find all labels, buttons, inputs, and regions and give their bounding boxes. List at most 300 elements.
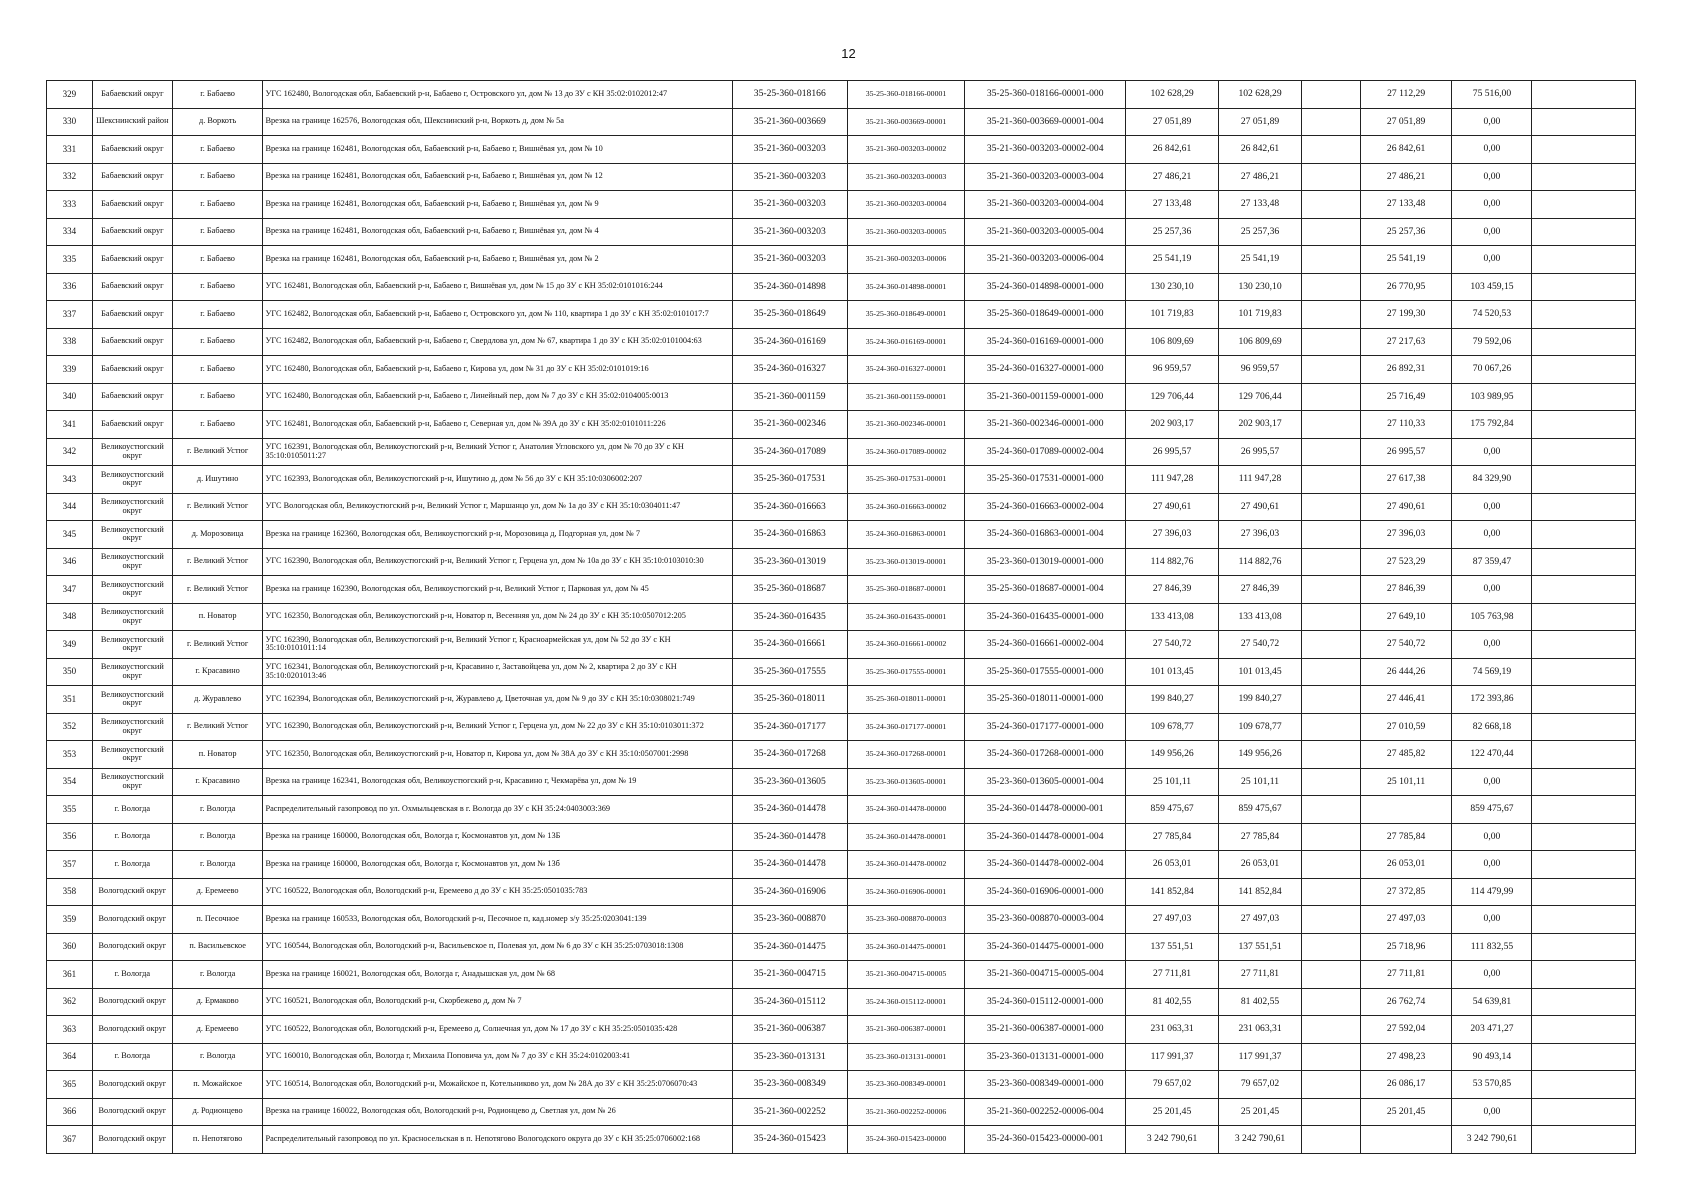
connection-cost-cell: 27 051,89	[1360, 108, 1452, 136]
connection-cost-cell: 25 718,96	[1360, 933, 1452, 961]
cost-cell: 27 396,03	[1218, 521, 1301, 549]
segment-code-cell: 35-21-360-002346-00001	[847, 411, 964, 439]
total-cost-cell: 106 809,69	[1126, 328, 1219, 356]
element-code-cell: 35-25-360-018649-00001-000	[965, 301, 1126, 329]
table-row	[47, 191, 1636, 219]
note-cell	[1532, 741, 1636, 769]
address-cell: УГС 162480, Вологодская обл, Бабаевский р-н, Бабаево г, Кирова ул, дом № 31 до ЗУ с КН 35:02:0101019:16	[263, 356, 732, 384]
table-row	[47, 1043, 1636, 1071]
cost-cell: 133 413,08	[1218, 603, 1301, 631]
district-cell: Бабаевский округ	[92, 328, 172, 356]
remaining-cost-cell: 74 569,19	[1452, 658, 1532, 686]
locality-cell: г. Великий Устюг	[172, 493, 263, 521]
segment-code-cell: 35-25-360-018011-00001	[847, 686, 964, 714]
element-code-cell: 35-24-360-014475-00001-000	[965, 933, 1126, 961]
total-cost-cell: 27 785,84	[1126, 823, 1219, 851]
remaining-cost-cell: 0,00	[1452, 218, 1532, 246]
segment-code-cell: 35-21-360-002252-00006	[847, 1098, 964, 1126]
object-code-cell: 35-23-360-013131	[732, 1043, 847, 1071]
element-code-cell: 35-21-360-003669-00001-004	[965, 108, 1126, 136]
object-code-cell: 35-24-360-017177	[732, 713, 847, 741]
remaining-cost-cell: 859 475,67	[1452, 796, 1532, 824]
row-number-cell: 334	[47, 218, 93, 246]
remaining-cost-cell: 74 520,53	[1452, 301, 1532, 329]
total-cost-cell: 27 490,61	[1126, 493, 1219, 521]
district-cell: Бабаевский округ	[92, 218, 172, 246]
segment-code-cell: 35-24-360-017177-00001	[847, 713, 964, 741]
table-row	[47, 576, 1636, 604]
table-row	[47, 823, 1636, 851]
row-number-cell: 355	[47, 796, 93, 824]
table-row	[47, 878, 1636, 906]
cost-cell: 25 257,36	[1218, 218, 1301, 246]
note-cell	[1532, 218, 1636, 246]
district-cell: Бабаевский округ	[92, 411, 172, 439]
remaining-cost-cell: 203 471,27	[1452, 1016, 1532, 1044]
table-row	[47, 108, 1636, 136]
address-cell: УГС 162481, Вологодская обл, Бабаевский р-н, Бабаево г, Северная ул, дом № 39А до ЗУ с КН 35:02:0101011:226	[263, 411, 732, 439]
segment-code-cell: 35-24-360-014478-00001	[847, 823, 964, 851]
remaining-cost-cell: 87 359,47	[1452, 548, 1532, 576]
empty-cell	[1302, 658, 1361, 686]
element-code-cell: 35-24-360-016661-00002-004	[965, 631, 1126, 659]
locality-cell: г. Великий Устюг	[172, 576, 263, 604]
remaining-cost-cell: 84 329,90	[1452, 466, 1532, 494]
connection-cost-cell: 26 444,26	[1360, 658, 1452, 686]
object-code-cell: 35-24-360-016327	[732, 356, 847, 384]
address-cell: Врезка на границе 162576, Вологодская обл, Шекснинский р-н, Воркоть д, дом № 5а	[263, 108, 732, 136]
element-code-cell: 35-24-360-016435-00001-000	[965, 603, 1126, 631]
address-cell: Врезка на границе 160021, Вологодская обл, Вологда г, Анадышская ул, дом № 68	[263, 961, 732, 989]
cost-cell: 129 706,44	[1218, 383, 1301, 411]
table-row	[47, 493, 1636, 521]
locality-cell: д. Еремеево	[172, 1016, 263, 1044]
element-code-cell: 35-25-360-018011-00001-000	[965, 686, 1126, 714]
cost-cell: 27 785,84	[1218, 823, 1301, 851]
total-cost-cell: 202 903,17	[1126, 411, 1219, 439]
table-row	[47, 1126, 1636, 1154]
district-cell: Бабаевский округ	[92, 356, 172, 384]
note-cell	[1532, 246, 1636, 274]
empty-cell	[1302, 631, 1361, 659]
note-cell	[1532, 81, 1636, 109]
locality-cell: г. Бабаево	[172, 328, 263, 356]
district-cell: Великоустюгский округ	[92, 548, 172, 576]
row-number-cell: 360	[47, 933, 93, 961]
row-number-cell: 342	[47, 438, 93, 466]
segment-code-cell: 35-24-360-014478-00000	[847, 796, 964, 824]
district-cell: г. Вологда	[92, 961, 172, 989]
object-code-cell: 35-25-360-018011	[732, 686, 847, 714]
note-cell	[1532, 906, 1636, 934]
segment-code-cell: 35-24-360-014898-00001	[847, 273, 964, 301]
total-cost-cell: 27 846,39	[1126, 576, 1219, 604]
remaining-cost-cell: 0,00	[1452, 493, 1532, 521]
cost-cell: 130 230,10	[1218, 273, 1301, 301]
cost-cell: 27 490,61	[1218, 493, 1301, 521]
row-number-cell: 329	[47, 81, 93, 109]
segment-code-cell: 35-24-360-017089-00002	[847, 438, 964, 466]
remaining-cost-cell: 114 479,99	[1452, 878, 1532, 906]
connection-cost-cell: 26 892,31	[1360, 356, 1452, 384]
district-cell: Бабаевский округ	[92, 136, 172, 164]
empty-cell	[1302, 108, 1361, 136]
empty-cell	[1302, 273, 1361, 301]
locality-cell: г. Вологда	[172, 1043, 263, 1071]
total-cost-cell: 133 413,08	[1126, 603, 1219, 631]
element-code-cell: 35-24-360-015112-00001-000	[965, 988, 1126, 1016]
locality-cell: г. Вологда	[172, 961, 263, 989]
table-row	[47, 81, 1636, 109]
cost-cell: 109 678,77	[1218, 713, 1301, 741]
empty-cell	[1302, 191, 1361, 219]
district-cell: Вологодский округ	[92, 878, 172, 906]
locality-cell: п. Новатор	[172, 741, 263, 769]
district-cell: г. Вологда	[92, 851, 172, 879]
cost-cell: 101 013,45	[1218, 658, 1301, 686]
empty-cell	[1302, 81, 1361, 109]
district-cell: Великоустюгский округ	[92, 521, 172, 549]
total-cost-cell: 859 475,67	[1126, 796, 1219, 824]
segment-code-cell: 35-21-360-003203-00004	[847, 191, 964, 219]
district-cell: Великоустюгский округ	[92, 466, 172, 494]
district-cell: Великоустюгский округ	[92, 686, 172, 714]
segment-code-cell: 35-23-360-013605-00001	[847, 768, 964, 796]
district-cell: Великоустюгский округ	[92, 741, 172, 769]
locality-cell: г. Вологда	[172, 851, 263, 879]
note-cell	[1532, 631, 1636, 659]
cost-cell: 25 201,45	[1218, 1098, 1301, 1126]
cost-cell: 27 497,03	[1218, 906, 1301, 934]
district-cell: Великоустюгский округ	[92, 493, 172, 521]
district-cell: Великоустюгский округ	[92, 438, 172, 466]
row-number-cell: 335	[47, 246, 93, 274]
remaining-cost-cell: 0,00	[1452, 851, 1532, 879]
district-cell: Вологодский округ	[92, 1098, 172, 1126]
cost-cell: 25 541,19	[1218, 246, 1301, 274]
object-code-cell: 35-25-360-018166	[732, 81, 847, 109]
note-cell	[1532, 163, 1636, 191]
object-code-cell: 35-21-360-004715	[732, 961, 847, 989]
total-cost-cell: 26 995,57	[1126, 438, 1219, 466]
empty-cell	[1302, 961, 1361, 989]
object-code-cell: 35-21-360-003203	[732, 218, 847, 246]
remaining-cost-cell: 103 989,95	[1452, 383, 1532, 411]
element-code-cell: 35-25-360-018166-00001-000	[965, 81, 1126, 109]
note-cell	[1532, 686, 1636, 714]
segment-code-cell: 35-24-360-014475-00001	[847, 933, 964, 961]
table-row	[47, 686, 1636, 714]
element-code-cell: 35-24-360-017268-00001-000	[965, 741, 1126, 769]
element-code-cell: 35-24-360-016663-00002-004	[965, 493, 1126, 521]
remaining-cost-cell: 0,00	[1452, 961, 1532, 989]
locality-cell: г. Бабаево	[172, 411, 263, 439]
connection-cost-cell: 25 257,36	[1360, 218, 1452, 246]
connection-cost-cell: 27 617,38	[1360, 466, 1452, 494]
connection-cost-cell: 27 446,41	[1360, 686, 1452, 714]
table-row	[47, 988, 1636, 1016]
remaining-cost-cell: 3 242 790,61	[1452, 1126, 1532, 1154]
note-cell	[1532, 1098, 1636, 1126]
address-cell: Врезка на границе 160022, Вологодская обл, Вологодский р-н, Родионцево д, Светлая ул, дом № 26	[263, 1098, 732, 1126]
segment-code-cell: 35-21-360-003203-00006	[847, 246, 964, 274]
element-code-cell: 35-24-360-017177-00001-000	[965, 713, 1126, 741]
note-cell	[1532, 576, 1636, 604]
connection-cost-cell: 27 592,04	[1360, 1016, 1452, 1044]
remaining-cost-cell: 0,00	[1452, 906, 1532, 934]
empty-cell	[1302, 933, 1361, 961]
object-code-cell: 35-21-360-001159	[732, 383, 847, 411]
row-number-cell: 331	[47, 136, 93, 164]
segment-code-cell: 35-24-360-016863-00001	[847, 521, 964, 549]
locality-cell: г. Бабаево	[172, 136, 263, 164]
object-code-cell: 35-25-360-017555	[732, 658, 847, 686]
cost-cell: 101 719,83	[1218, 301, 1301, 329]
note-cell	[1532, 988, 1636, 1016]
object-code-cell: 35-24-360-014478	[732, 796, 847, 824]
row-number-cell: 366	[47, 1098, 93, 1126]
locality-cell: д. Морозовица	[172, 521, 263, 549]
total-cost-cell: 25 541,19	[1126, 246, 1219, 274]
cost-cell: 149 956,26	[1218, 741, 1301, 769]
cost-cell: 27 846,39	[1218, 576, 1301, 604]
connection-cost-cell: 27 846,39	[1360, 576, 1452, 604]
row-number-cell: 344	[47, 493, 93, 521]
empty-cell	[1302, 1071, 1361, 1099]
district-cell: г. Вологда	[92, 796, 172, 824]
element-code-cell: 35-23-360-008349-00001-000	[965, 1071, 1126, 1099]
empty-cell	[1302, 1016, 1361, 1044]
locality-cell: п. Непотягово	[172, 1126, 263, 1154]
element-code-cell: 35-21-360-003203-00002-004	[965, 136, 1126, 164]
object-code-cell: 35-21-360-006387	[732, 1016, 847, 1044]
element-code-cell: 35-24-360-017089-00002-004	[965, 438, 1126, 466]
address-cell: УГС 160010, Вологодская обл, Вологда г, Михаила Поповича ул, дом № 7 до ЗУ с КН 35:24:0102003:41	[263, 1043, 732, 1071]
table-row	[47, 411, 1636, 439]
district-cell: Бабаевский округ	[92, 246, 172, 274]
object-code-cell: 35-23-360-013605	[732, 768, 847, 796]
note-cell	[1532, 1071, 1636, 1099]
segment-code-cell: 35-21-360-003203-00005	[847, 218, 964, 246]
table-row	[47, 631, 1636, 659]
element-code-cell: 35-23-360-013019-00001-000	[965, 548, 1126, 576]
empty-cell	[1302, 603, 1361, 631]
segment-code-cell: 35-25-360-017555-00001	[847, 658, 964, 686]
total-cost-cell: 79 657,02	[1126, 1071, 1219, 1099]
empty-cell	[1302, 823, 1361, 851]
connection-cost-cell: 26 053,01	[1360, 851, 1452, 879]
remaining-cost-cell: 0,00	[1452, 1098, 1532, 1126]
district-cell: Вологодский округ	[92, 933, 172, 961]
table-row	[47, 1098, 1636, 1126]
note-cell	[1532, 356, 1636, 384]
remaining-cost-cell: 79 592,06	[1452, 328, 1532, 356]
remaining-cost-cell: 172 393,86	[1452, 686, 1532, 714]
address-cell: УГС 160522, Вологодская обл, Вологодский р-н, Еремеево д, Солнечная ул, дом № 17 до ЗУ с КН 35:25:0501035:428	[263, 1016, 732, 1044]
locality-cell: г. Вологда	[172, 796, 263, 824]
empty-cell	[1302, 136, 1361, 164]
address-cell: УГС 162391, Вологодская обл, Великоустюгский р-н, Великий Устюг г, Анатолия Угловского ул, дом № 70 до ЗУ с КН 35:10:0105011:27	[263, 438, 732, 466]
element-code-cell: 35-21-360-002252-00006-004	[965, 1098, 1126, 1126]
empty-cell	[1302, 1126, 1361, 1154]
empty-cell	[1302, 493, 1361, 521]
cost-cell: 106 809,69	[1218, 328, 1301, 356]
note-cell	[1532, 1126, 1636, 1154]
total-cost-cell: 231 063,31	[1126, 1016, 1219, 1044]
address-cell: Врезка на границе 162481, Вологодская обл, Бабаевский р-н, Бабаево г, Вишнёвая ул, дом № 2	[263, 246, 732, 274]
note-cell	[1532, 493, 1636, 521]
connection-cost-cell: 27 497,03	[1360, 906, 1452, 934]
cost-cell: 25 101,11	[1218, 768, 1301, 796]
remaining-cost-cell: 54 639,81	[1452, 988, 1532, 1016]
connection-cost-cell: 25 201,45	[1360, 1098, 1452, 1126]
total-cost-cell: 81 402,55	[1126, 988, 1219, 1016]
address-cell: Врезка на границе 162390, Вологодская обл, Великоустюгский р-н, Великий Устюг г, Парковая ул, дом № 45	[263, 576, 732, 604]
segment-code-cell: 35-25-360-017531-00001	[847, 466, 964, 494]
cost-cell: 102 628,29	[1218, 81, 1301, 109]
locality-cell: д. Родионцево	[172, 1098, 263, 1126]
object-code-cell: 35-24-360-014475	[732, 933, 847, 961]
district-cell: Бабаевский округ	[92, 81, 172, 109]
locality-cell: п. Васильевское	[172, 933, 263, 961]
element-code-cell: 35-25-360-017555-00001-000	[965, 658, 1126, 686]
connection-cost-cell: 27 010,59	[1360, 713, 1452, 741]
district-cell: Шекснинский район	[92, 108, 172, 136]
cost-cell: 859 475,67	[1218, 796, 1301, 824]
connection-cost-cell: 27 485,82	[1360, 741, 1452, 769]
element-code-cell: 35-24-360-014478-00002-004	[965, 851, 1126, 879]
total-cost-cell: 27 540,72	[1126, 631, 1219, 659]
locality-cell: д. Воркоть	[172, 108, 263, 136]
object-code-cell: 35-25-360-018687	[732, 576, 847, 604]
table-row	[47, 438, 1636, 466]
district-cell: Бабаевский округ	[92, 273, 172, 301]
row-number-cell: 338	[47, 328, 93, 356]
locality-cell: г. Бабаево	[172, 218, 263, 246]
empty-cell	[1302, 878, 1361, 906]
note-cell	[1532, 108, 1636, 136]
connection-cost-cell	[1360, 796, 1452, 824]
table-row	[47, 521, 1636, 549]
total-cost-cell: 26 842,61	[1126, 136, 1219, 164]
segment-code-cell: 35-24-360-016169-00001	[847, 328, 964, 356]
element-code-cell: 35-23-360-013605-00001-004	[965, 768, 1126, 796]
row-number-cell: 364	[47, 1043, 93, 1071]
segment-code-cell: 35-25-360-018649-00001	[847, 301, 964, 329]
address-cell: Врезка на границе 162341, Вологодская обл, Великоустюгский р-н, Красавино г, Чекмарёва ул, дом № 19	[263, 768, 732, 796]
object-code-cell: 35-21-360-002346	[732, 411, 847, 439]
locality-cell: г. Великий Устюг	[172, 631, 263, 659]
note-cell	[1532, 466, 1636, 494]
note-cell	[1532, 521, 1636, 549]
address-cell: УГС 162481, Вологодская обл, Бабаевский р-н, Бабаево г, Вишнёвая ул, дом № 15 до ЗУ с КН 35:02:0101016:244	[263, 273, 732, 301]
locality-cell: д. Журавлево	[172, 686, 263, 714]
element-code-cell: 35-21-360-003203-00005-004	[965, 218, 1126, 246]
object-code-cell: 35-23-360-008349	[732, 1071, 847, 1099]
total-cost-cell: 96 959,57	[1126, 356, 1219, 384]
empty-cell	[1302, 1098, 1361, 1126]
cost-cell: 27 051,89	[1218, 108, 1301, 136]
address-cell: УГС 160544, Вологодская обл, Вологодский р-н, Васильевское п, Полевая ул, дом № 6 до ЗУ с КН 35:25:0703018:1308	[263, 933, 732, 961]
empty-cell	[1302, 741, 1361, 769]
note-cell	[1532, 136, 1636, 164]
address-cell: УГС 160522, Вологодская обл, Вологодский р-н, Еремеево д до ЗУ с КН 35:25:0501035:783	[263, 878, 732, 906]
connection-cost-cell: 27 498,23	[1360, 1043, 1452, 1071]
cost-cell: 26 995,57	[1218, 438, 1301, 466]
total-cost-cell: 117 991,37	[1126, 1043, 1219, 1071]
total-cost-cell: 26 053,01	[1126, 851, 1219, 879]
cost-cell: 26 053,01	[1218, 851, 1301, 879]
note-cell	[1532, 191, 1636, 219]
cost-cell: 137 551,51	[1218, 933, 1301, 961]
address-cell: УГС 162350, Вологодская обл, Великоустюгский р-н, Новатор п, Кирова ул, дом № 38А до ЗУ с КН 35:10:0507001:2998	[263, 741, 732, 769]
note-cell	[1532, 383, 1636, 411]
remaining-cost-cell: 0,00	[1452, 246, 1532, 274]
connection-cost-cell: 27 649,10	[1360, 603, 1452, 631]
remaining-cost-cell: 0,00	[1452, 768, 1532, 796]
address-cell: УГС 162394, Вологодская обл, Великоустюгский р-н, Журавлево д, Цветочная ул, дом № 9 до ЗУ с КН 35:10:0308021:749	[263, 686, 732, 714]
connection-cost-cell: 25 541,19	[1360, 246, 1452, 274]
row-number-cell: 367	[47, 1126, 93, 1154]
cost-cell: 26 842,61	[1218, 136, 1301, 164]
segment-code-cell: 35-24-360-015423-00000	[847, 1126, 964, 1154]
remaining-cost-cell: 75 516,00	[1452, 81, 1532, 109]
locality-cell: г. Великий Устюг	[172, 438, 263, 466]
note-cell	[1532, 328, 1636, 356]
row-number-cell: 358	[47, 878, 93, 906]
object-code-cell: 35-24-360-016663	[732, 493, 847, 521]
locality-cell: г. Бабаево	[172, 81, 263, 109]
element-code-cell: 35-24-360-016863-00001-004	[965, 521, 1126, 549]
row-number-cell: 359	[47, 906, 93, 934]
address-cell: Врезка на границе 160533, Вологодская обл, Вологодский р-н, Песочное п, кад.номер з/у 35:25:0203041:139	[263, 906, 732, 934]
total-cost-cell: 101 013,45	[1126, 658, 1219, 686]
row-number-cell: 347	[47, 576, 93, 604]
table-row	[47, 328, 1636, 356]
cost-cell: 231 063,31	[1218, 1016, 1301, 1044]
locality-cell: г. Бабаево	[172, 246, 263, 274]
total-cost-cell: 141 852,84	[1126, 878, 1219, 906]
object-code-cell: 35-21-360-003203	[732, 163, 847, 191]
note-cell	[1532, 273, 1636, 301]
object-code-cell: 35-21-360-003203	[732, 246, 847, 274]
connection-cost-cell: 27 523,29	[1360, 548, 1452, 576]
row-number-cell: 357	[47, 851, 93, 879]
row-number-cell: 350	[47, 658, 93, 686]
row-number-cell: 340	[47, 383, 93, 411]
empty-cell	[1302, 438, 1361, 466]
connection-cost-cell: 27 199,30	[1360, 301, 1452, 329]
cost-cell: 81 402,55	[1218, 988, 1301, 1016]
address-cell: УГС 160514, Вологодская обл, Вологодский р-н, Можайское п, Котельниково ул, дом № 28А до ЗУ с КН 35:25:0706070:43	[263, 1071, 732, 1099]
locality-cell: г. Бабаево	[172, 301, 263, 329]
table-row	[47, 273, 1636, 301]
total-cost-cell: 149 956,26	[1126, 741, 1219, 769]
row-number-cell: 353	[47, 741, 93, 769]
row-number-cell: 343	[47, 466, 93, 494]
segment-code-cell: 35-21-360-001159-00001	[847, 383, 964, 411]
note-cell	[1532, 1016, 1636, 1044]
connection-cost-cell: 27 486,21	[1360, 163, 1452, 191]
total-cost-cell: 27 051,89	[1126, 108, 1219, 136]
locality-cell: д. Еремеево	[172, 878, 263, 906]
empty-cell	[1302, 218, 1361, 246]
remaining-cost-cell: 70 067,26	[1452, 356, 1532, 384]
address-cell: Врезка на границе 162481, Вологодская обл, Бабаевский р-н, Бабаево г, Вишнёвая ул, дом № 9	[263, 191, 732, 219]
connection-cost-cell: 27 372,85	[1360, 878, 1452, 906]
cost-cell: 96 959,57	[1218, 356, 1301, 384]
segment-code-cell: 35-24-360-016435-00001	[847, 603, 964, 631]
